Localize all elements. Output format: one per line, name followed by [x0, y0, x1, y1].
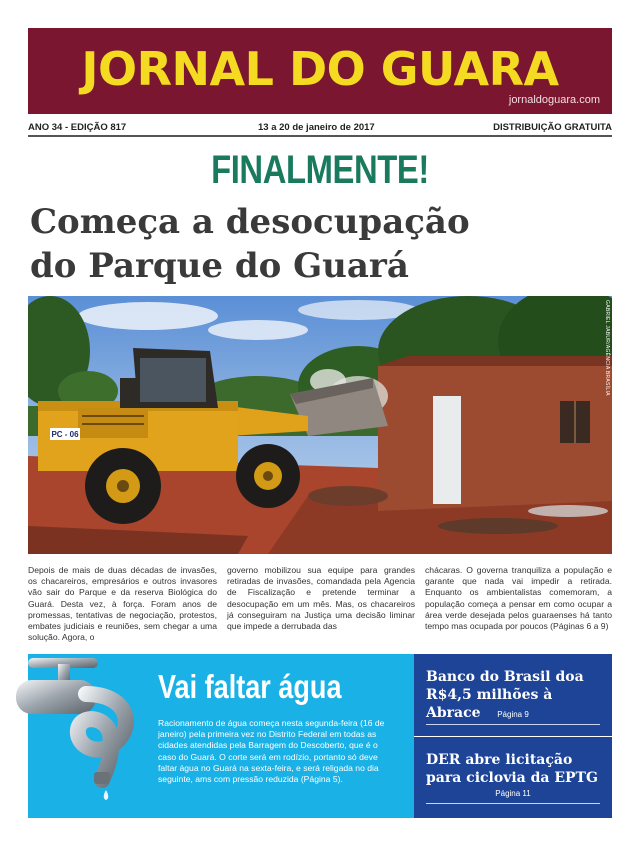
sidebar-story-2-page: Página 11: [495, 789, 531, 798]
faucet-icon: [6, 654, 136, 804]
lead-text-column-1: Depois de mais de duas décadas de invasões, os chacareiros, empresários e outros invasores vão sair do Parque e da reserva Biológica do Guará. Desta vez, à força. Foram anos de promessas, tentativas de negociação, protestos, embates judiciais e reuniões, sem chegar a uma solução. Agora, o: [28, 565, 217, 643]
lead-photo: [28, 296, 612, 554]
website-link[interactable]: jornaldoguara.com: [508, 94, 600, 106]
newspaper-title: JORNAL DO GUARA: [81, 42, 559, 96]
sidebar-divider: [426, 803, 600, 804]
water-story-text: Racionamento de água começa nesta segunda-feira (16 de janeiro) pela primeira vez no Distrito Federal em todas as cidades atendidas pela Barragem do Descoberto, que é o caso do Guará. O corte será em rodízio, portanto só deve faltar água no Guará na sexta-feira, e será religada no dia seguinte, ams com pressão reduzida (Página 5).: [158, 718, 385, 785]
sidebar-story-1-page: Página 9: [497, 710, 529, 719]
lead-headline[interactable]: [30, 200, 590, 288]
machine-label: PC - 06: [51, 430, 79, 439]
sidebar-story-2[interactable]: [414, 737, 612, 818]
sidebar-story-2-title: DER abre licitação para ciclovia da EPTG: [426, 752, 598, 786]
lead-headline-line2: do Parque do Guará: [30, 246, 409, 286]
photo-credit: GABRIEL JABUR/AGÊNCIA BRASÍLIA: [604, 300, 610, 396]
edition-date: 13 a 20 de janeiro de 2017: [258, 122, 375, 133]
distribution-note: DISTRIBUIÇÃO GRATUITA: [493, 122, 612, 133]
edition-number: ANO 34 - EDIÇÃO 817: [28, 122, 127, 133]
sidebar-story-1[interactable]: [414, 654, 612, 736]
lead-kicker: FINALMENTE!: [211, 148, 429, 192]
sidebar-story-1-title: Banco do Brasil doa R$4,5 milhões à Abrace: [426, 669, 584, 721]
lead-text-column-3: chácaras. O governa tranquiliza a população e garante que nada vai impedir a retirada. Enquanto os ambientalistas comemoram, a população começa a pensar em como ocupar a área verde desejada pelos guaraenses há tanto tempo mas ocupada por poucos (Páginas 6 a 9): [425, 565, 612, 632]
water-story-title: Vai faltar água: [158, 668, 342, 705]
edition-info-bar: [28, 117, 612, 137]
masthead: [28, 28, 612, 114]
lead-text-column-2: governo mobilizou sua equipe para grandes retiradas de invasões, comandada pela Agencia de Fiscalização e pretende terminar a desocupação em um mês. Mas, os chacareiros já conseguiram na Justiça uma decisão liminar que impede a derrubada das: [227, 565, 415, 632]
lead-headline-line1: Começa a desocupação: [30, 202, 470, 242]
sidebar-divider: [426, 724, 600, 725]
